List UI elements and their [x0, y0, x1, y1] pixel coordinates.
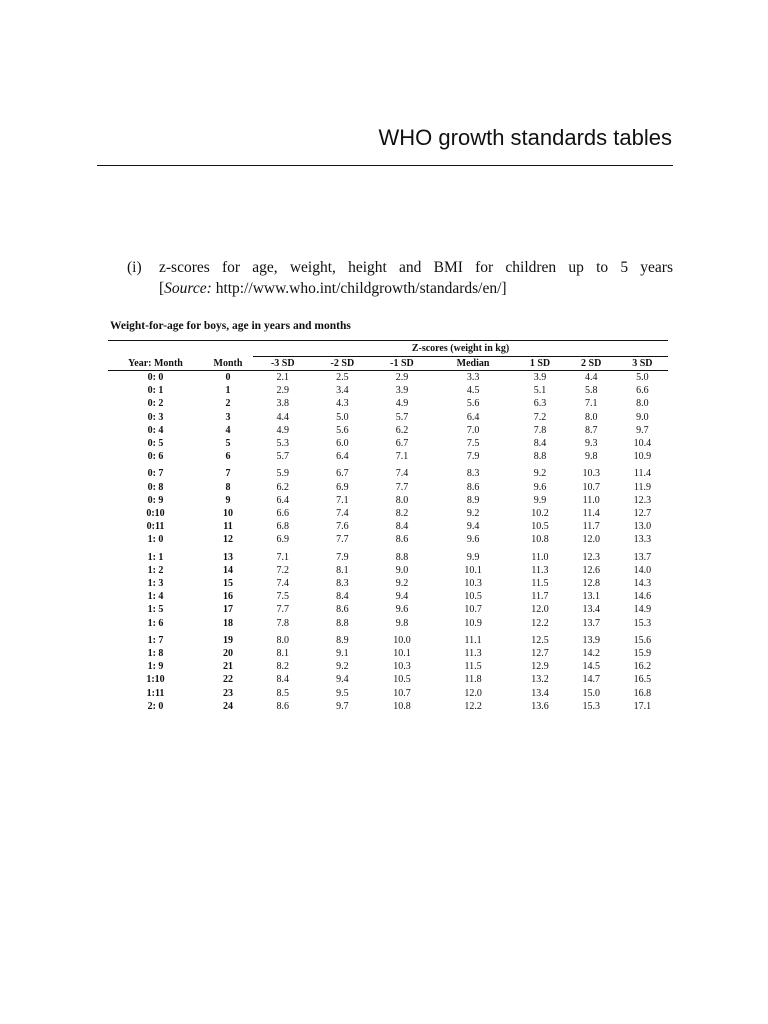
table-cell: 9.2: [533, 468, 547, 480]
table-cell: 9.4: [336, 674, 349, 686]
table-cell: 2.9: [395, 372, 409, 383]
table-row: [108, 494, 668, 507]
table-cell: 7.4: [336, 508, 349, 520]
table-cell: 12.7: [633, 508, 652, 520]
table-row: [108, 673, 668, 686]
col-header-minus1sd: -1 SD: [390, 358, 414, 369]
table-cell: 6.6: [636, 385, 649, 397]
table-cell: 0: [225, 372, 231, 383]
table-cell: 13.0: [633, 521, 652, 533]
table-cell: 9.2: [336, 661, 349, 673]
table-cell: 11.4: [582, 508, 600, 520]
table-cell: 14.5: [582, 661, 600, 673]
table-cell: 1:10: [146, 674, 165, 686]
table-cell: 6.9: [276, 534, 290, 546]
table-cell: 9.9: [533, 494, 547, 506]
table-row: [108, 507, 668, 520]
col-header-3sd: 3 SD: [632, 358, 653, 369]
table-cell: 15: [223, 578, 233, 590]
table-cell: 6.9: [336, 481, 349, 493]
col-header-year-month: Year: Month: [128, 358, 183, 369]
table-cell: 1: 1: [147, 551, 164, 563]
table-cell: 0: 0: [147, 372, 164, 383]
table-cell: 8.4: [336, 591, 349, 603]
table-cell: 11.1: [464, 634, 482, 646]
table-cell: 1: 5: [147, 604, 164, 616]
table-cell: 4.9: [395, 398, 409, 410]
table-cell: 10.1: [393, 648, 411, 660]
col-header-1sd: 1 SD: [529, 358, 551, 369]
table-cell: 24: [223, 700, 233, 712]
table-cell: 9.2: [466, 508, 480, 520]
table-cell: 9.0: [395, 564, 409, 576]
table-cell: 7.2: [533, 411, 547, 423]
table-row: [108, 660, 668, 673]
table-cell: 15.3: [582, 700, 600, 712]
table-cell: 11.5: [464, 661, 482, 673]
table-cell: 7.9: [336, 551, 349, 563]
table-row: [108, 463, 668, 480]
table-row: [108, 437, 668, 450]
col-header-month: Month: [213, 358, 243, 369]
table-cell: 10.4: [633, 438, 652, 450]
table-cell: 1: 8: [147, 648, 164, 660]
table-cell: 12.0: [531, 604, 549, 616]
weight-for-age-table: [108, 340, 668, 713]
table-row: [108, 397, 668, 410]
table-cell: 14.9: [633, 604, 652, 616]
table-cell: 13.2: [531, 674, 549, 686]
intro-source: [127, 278, 673, 299]
table-cell: 2: 0: [147, 700, 164, 712]
table-cell: 9.4: [466, 521, 480, 533]
table-cell: 2: [225, 398, 231, 410]
table-cell: 9.9: [466, 551, 480, 563]
table-cell: 13: [223, 551, 233, 563]
table-cell: 5.7: [395, 411, 409, 423]
table-cell: 8.9: [336, 634, 349, 646]
table-row: [108, 411, 668, 424]
table-cell: 9.7: [636, 424, 649, 436]
table-row: [108, 424, 668, 437]
source-label: Source:: [164, 280, 212, 297]
table-cell: 2.9: [276, 385, 290, 397]
table-cell: 16.5: [633, 674, 652, 686]
table-cell: 12.8: [582, 578, 600, 590]
table-cell: 5.0: [636, 372, 649, 383]
table-cell: 19: [223, 634, 233, 646]
table-cell: 22: [223, 674, 233, 686]
page-header-title: WHO growth standards tables: [378, 125, 672, 150]
table-cell: 7.7: [395, 481, 409, 493]
table-cell: 1: 0: [147, 534, 164, 546]
table-cell: 14: [223, 564, 233, 576]
table-cell: 12: [223, 534, 233, 546]
table-cell: 7.8: [533, 424, 547, 436]
table-cell: 20: [223, 648, 233, 660]
table-cell: 8.6: [276, 700, 290, 712]
table-cell: 5.9: [276, 468, 290, 480]
table-cell: 8.6: [466, 481, 480, 493]
table-cell: 1: 7: [147, 634, 164, 646]
table-cell: 8.4: [533, 438, 547, 450]
table-cell: 6.2: [395, 424, 409, 436]
table-cell: 6.2: [276, 481, 290, 493]
table-cell: 1: [225, 385, 231, 397]
table-cell: 4: [225, 424, 231, 436]
table-cell: 21: [223, 661, 233, 673]
table-cell: 3: [225, 411, 231, 423]
table-cell: 17.1: [633, 700, 652, 712]
table-cell: 12.0: [464, 687, 482, 699]
table-cell: 3.9: [395, 385, 409, 397]
table-cell: 8.0: [276, 634, 290, 646]
table-cell: 13.6: [531, 700, 549, 712]
table-cell: 11.4: [633, 468, 651, 480]
table-cell: 7.4: [395, 468, 409, 480]
table-cell: 11.5: [531, 578, 549, 590]
table-cell: 6.7: [336, 468, 349, 480]
table-row: [108, 533, 668, 546]
table-cell: 13.7: [582, 617, 600, 629]
table-cell: 13.4: [582, 604, 600, 616]
table-cell: 9.5: [336, 687, 349, 699]
table-cell: 5.0: [336, 411, 349, 423]
table-cell: 0:10: [146, 508, 165, 520]
table-cell: 1: 6: [147, 617, 164, 629]
table-cell: 11.3: [531, 564, 549, 576]
table-cell: 16.2: [633, 661, 652, 673]
table-cell: 15.0: [582, 687, 600, 699]
table-cell: 6.7: [395, 438, 409, 450]
table-cell: 12.0: [582, 534, 600, 546]
table-cell: 8.8: [395, 551, 409, 563]
table-cell: 8.7: [584, 424, 598, 436]
table-cell: 6.6: [276, 508, 290, 520]
table-row: [108, 603, 668, 616]
table-cell: 10.7: [582, 481, 600, 493]
table-cell: 7.8: [276, 617, 290, 629]
table-row: [108, 647, 668, 660]
zscores-header: [108, 341, 668, 356]
table-cell: 8.0: [395, 494, 409, 506]
table-cell: 15.6: [633, 634, 652, 646]
table-cell: 23: [223, 687, 233, 699]
table-cell: 0: 9: [147, 494, 164, 506]
table-cell: 8.2: [395, 508, 409, 520]
zscores-label: Z-scores (weight in kg): [411, 343, 510, 354]
table-cell: 9.1: [336, 648, 349, 660]
table-cell: 7.4: [276, 578, 290, 590]
table-cell: 10.7: [393, 687, 411, 699]
table-cell: 10.9: [464, 617, 482, 629]
table-cell: 8.0: [584, 411, 598, 423]
table-row: [108, 547, 668, 564]
table-cell: 7.0: [466, 424, 480, 436]
table-cell: 7.9: [466, 451, 480, 463]
table-row: [108, 617, 668, 630]
source-url: http://www.who.int/childgrowth/standards/en/]: [211, 280, 507, 297]
table-row: [108, 520, 668, 533]
table-cell: 16.8: [633, 687, 652, 699]
table-cell: 14.0: [633, 564, 652, 576]
table-row: [108, 577, 668, 590]
table-cell: 3.4: [336, 385, 349, 397]
table-cell: 0: 4: [147, 424, 164, 436]
table-cell: 4.9: [276, 424, 290, 436]
table-cell: 6.4: [276, 494, 290, 506]
table-cell: 11.7: [582, 521, 600, 533]
table-cell: 7.5: [276, 591, 290, 603]
table-cell: 1: 3: [147, 578, 164, 590]
table-cell: 2.1: [276, 372, 290, 383]
table-cell: 8.8: [336, 617, 349, 629]
table-cell: 14.7: [582, 674, 600, 686]
table-row: [108, 450, 668, 463]
table-cell: 9.7: [336, 700, 349, 712]
table-cell: 13.1: [582, 591, 600, 603]
col-header-median: Median: [456, 358, 490, 369]
table-cell: 5.6: [336, 424, 349, 436]
table-row: [108, 564, 668, 577]
table-cell: 4.4: [276, 411, 290, 423]
table-cell: 1:11: [146, 687, 165, 699]
intro-number: (i): [127, 259, 142, 276]
table-cell: 13.4: [531, 687, 549, 699]
table-cell: 10: [223, 508, 233, 520]
table-cell: 15.3: [633, 617, 652, 629]
table-cell: 0: 1: [147, 385, 164, 397]
table-row: [108, 371, 668, 385]
table-cell: 6.3: [533, 398, 547, 410]
table-cell: 10.7: [464, 604, 482, 616]
table-cell: 7.7: [276, 604, 290, 616]
table-cell: 0:11: [146, 521, 165, 533]
table-row: [108, 590, 668, 603]
table-cell: 11.3: [464, 648, 482, 660]
table-cell: 8: [225, 481, 231, 493]
table-cell: 13.3: [633, 534, 652, 546]
table-cell: 7.7: [336, 534, 349, 546]
table-cell: 5.6: [466, 398, 480, 410]
table-cell: 7.1: [276, 551, 290, 563]
table-row: [108, 384, 668, 397]
table-cell: 8.1: [276, 648, 290, 660]
table-cell: 9.6: [466, 534, 480, 546]
table-cell: 1: 2: [147, 564, 164, 576]
table-cell: 10.5: [464, 591, 482, 603]
table-cell: 9: [225, 494, 231, 506]
table-cell: 11.8: [464, 674, 482, 686]
table-cell: 8.4: [395, 521, 409, 533]
table-cell: 12.7: [531, 648, 549, 660]
table-cell: 0: 7: [147, 468, 164, 480]
table-cell: 9.6: [533, 481, 547, 493]
table-cell: 8.8: [533, 451, 547, 463]
table-cell: 0: 5: [147, 438, 164, 450]
table-cell: 10.3: [393, 661, 411, 673]
table-cell: 10.3: [464, 578, 482, 590]
table-cell: 6: [225, 451, 231, 463]
table-row: [108, 687, 668, 700]
table-cell: 6.4: [466, 411, 480, 423]
table-cell: 8.6: [336, 604, 349, 616]
table-cell: 7: [225, 468, 231, 480]
table-cell: 9.6: [395, 604, 409, 616]
header-divider: [97, 165, 673, 166]
table-cell: 11.7: [531, 591, 549, 603]
table-cell: 8.4: [276, 674, 290, 686]
table-cell: 1: 4: [147, 591, 164, 603]
table-cell: 12.2: [464, 700, 482, 712]
col-header-minus2sd: -2 SD: [330, 358, 355, 369]
table-cell: 10.0: [393, 634, 411, 646]
table-cell: 13.7: [633, 551, 652, 563]
table-cell: 8.9: [466, 494, 480, 506]
table-cell: 7.1: [395, 451, 409, 463]
table-cell: 3.8: [276, 398, 290, 410]
table-cell: 7.1: [584, 398, 598, 410]
table-cell: 12.6: [582, 564, 600, 576]
source-open-bracket: [: [159, 280, 165, 297]
table-cell: 0: 2: [147, 398, 164, 410]
table-cell: 3.3: [466, 372, 480, 383]
table-cell: 10.9: [633, 451, 652, 463]
table-cell: 8.2: [276, 661, 290, 673]
table-cell: 10.1: [464, 564, 482, 576]
table-cell: 8.1: [336, 564, 349, 576]
table-cell: 10.2: [531, 508, 549, 520]
table-cell: 9.8: [584, 451, 598, 463]
table-cell: 9.0: [636, 411, 649, 423]
table-cell: 9.3: [584, 438, 598, 450]
table-cell: 6.4: [336, 451, 349, 463]
table-cell: 3.9: [533, 372, 547, 383]
intro-text: z-scores for age, weight, height and BMI for children up to 5 years: [159, 259, 673, 276]
table-cell: 12.2: [531, 617, 549, 629]
table-cell: 5.8: [584, 385, 598, 397]
table-row: [108, 700, 668, 713]
table-cell: 5.3: [276, 438, 290, 450]
column-header-row: [108, 357, 668, 371]
table-cell: 0: 8: [147, 481, 164, 493]
table-cell: 15.9: [633, 648, 652, 660]
table-cell: 11: [223, 521, 233, 533]
table-cell: 9.2: [395, 578, 409, 590]
table-cell: 11.0: [531, 551, 549, 563]
table-cell: 12.3: [633, 494, 652, 506]
table-cell: 18: [223, 617, 233, 629]
table-cell: 1: 9: [147, 661, 164, 673]
table-cell: 14.6: [633, 591, 652, 603]
table-cell: 5: [225, 438, 231, 450]
table-cell: 7.1: [336, 494, 349, 506]
table-cell: 10.8: [531, 534, 549, 546]
table-cell: 9.4: [395, 591, 409, 603]
col-header-2sd: 2 SD: [581, 358, 602, 369]
table-title: Weight-for-age for boys, age in years and months: [110, 320, 351, 332]
table-cell: 7.6: [336, 521, 349, 533]
table-cell: 17: [223, 604, 233, 616]
table-row: [108, 481, 668, 494]
table-cell: 12.5: [531, 634, 549, 646]
table-cell: 10.8: [393, 700, 411, 712]
table-cell: 7.5: [466, 438, 480, 450]
table-cell: 0: 6: [147, 451, 164, 463]
table-cell: 14.2: [582, 648, 600, 660]
table-cell: 8.6: [395, 534, 409, 546]
table-cell: 12.3: [582, 551, 600, 563]
table-cell: 4.4: [584, 372, 598, 383]
col-header-minus3sd: -3 SD: [270, 358, 295, 369]
table-cell: 11.0: [582, 494, 600, 506]
table-cell: 16: [223, 591, 233, 603]
table-cell: 8.0: [636, 398, 649, 410]
table-cell: 13.9: [582, 634, 600, 646]
table-cell: 11.9: [633, 481, 651, 493]
table-cell: 12.9: [531, 661, 549, 673]
table-cell: 0: 3: [147, 411, 164, 423]
table-cell: 7.2: [276, 564, 290, 576]
table-cell: 6.8: [276, 521, 290, 533]
table-cell: 6.0: [336, 438, 349, 450]
table-row: [108, 630, 668, 647]
intro-paragraph: [127, 257, 673, 299]
table-cell: 4.3: [336, 398, 349, 410]
table-cell: 14.3: [633, 578, 652, 590]
table-cell: 10.3: [582, 468, 600, 480]
table-cell: 2.5: [336, 372, 349, 383]
table-cell: 10.5: [393, 674, 411, 686]
table-cell: 8.3: [466, 468, 480, 480]
table-cell: 5.7: [276, 451, 290, 463]
table-body: [108, 371, 668, 714]
table-cell: 5.1: [533, 385, 547, 397]
table-cell: 8.3: [336, 578, 349, 590]
table-cell: 9.8: [395, 617, 409, 629]
table-cell: 8.5: [276, 687, 290, 699]
table-cell: 4.5: [466, 385, 480, 397]
table-cell: 10.5: [531, 521, 549, 533]
